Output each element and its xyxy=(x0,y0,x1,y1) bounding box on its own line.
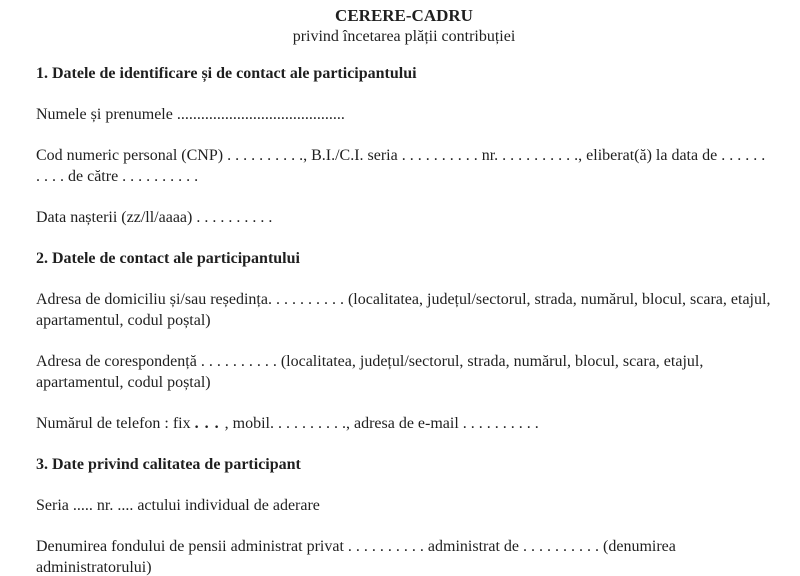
form-line-pension-fund: Denumirea fondului de pensii administrat privat . . . . . . . . . . administrat de . . . . . . . . . . (denumirea administratorului) xyxy=(36,538,676,576)
phone-line-suffix: , mobil. . . . . . . . . ., adresa de e-mail . . . . . . . . . . xyxy=(224,415,539,432)
page-subtitle: privind încetarea plății contribuției xyxy=(292,28,516,45)
form-line-name: Numele și prenumele .......................................... xyxy=(36,106,345,123)
phone-line-prefix: Numărul de telefon : fix xyxy=(36,415,195,432)
section-1-heading: 1. Datele de identificare și de contact ale participantului xyxy=(36,65,417,82)
form-line-domicile-address: Adresa de domiciliu și/sau reședința. . . . . . . . . . (localitatea, județul/sectorul, strada, numărul, blocul, scara, etajul, apartamentul, codul poștal) xyxy=(36,291,771,329)
form-line-birthdate: Data nașterii (zz/ll/aaaa) . . . . . . . . . . xyxy=(36,209,273,226)
phone-fix-dots: . . . xyxy=(194,415,225,432)
form-line-correspondence-address: Adresa de corespondență . . . . . . . . . . (localitatea, județul/sectorul, strada, numărul, blocul, scara, etajul, apartamentul, codul poștal) xyxy=(36,353,704,391)
form-line-phone-email xyxy=(36,413,772,434)
form-line-adhesion-act: Seria ..... nr. .... actului individual de aderare xyxy=(36,497,320,514)
section-3-heading: 3. Date privind calitatea de participant xyxy=(36,456,301,473)
page-title: CERERE-CADRU xyxy=(335,6,473,25)
form-line-cnp-id: Cod numeric personal (CNP) . . . . . . . . . ., B.I./C.I. seria . . . . . . . . . . nr. . . . . . . . . . ., eliberat(ă) la data de . . . . . . . . . . de către . . . . . . . . . . xyxy=(36,147,766,185)
section-2-heading: 2. Datele de contact ale participantului xyxy=(36,250,300,267)
